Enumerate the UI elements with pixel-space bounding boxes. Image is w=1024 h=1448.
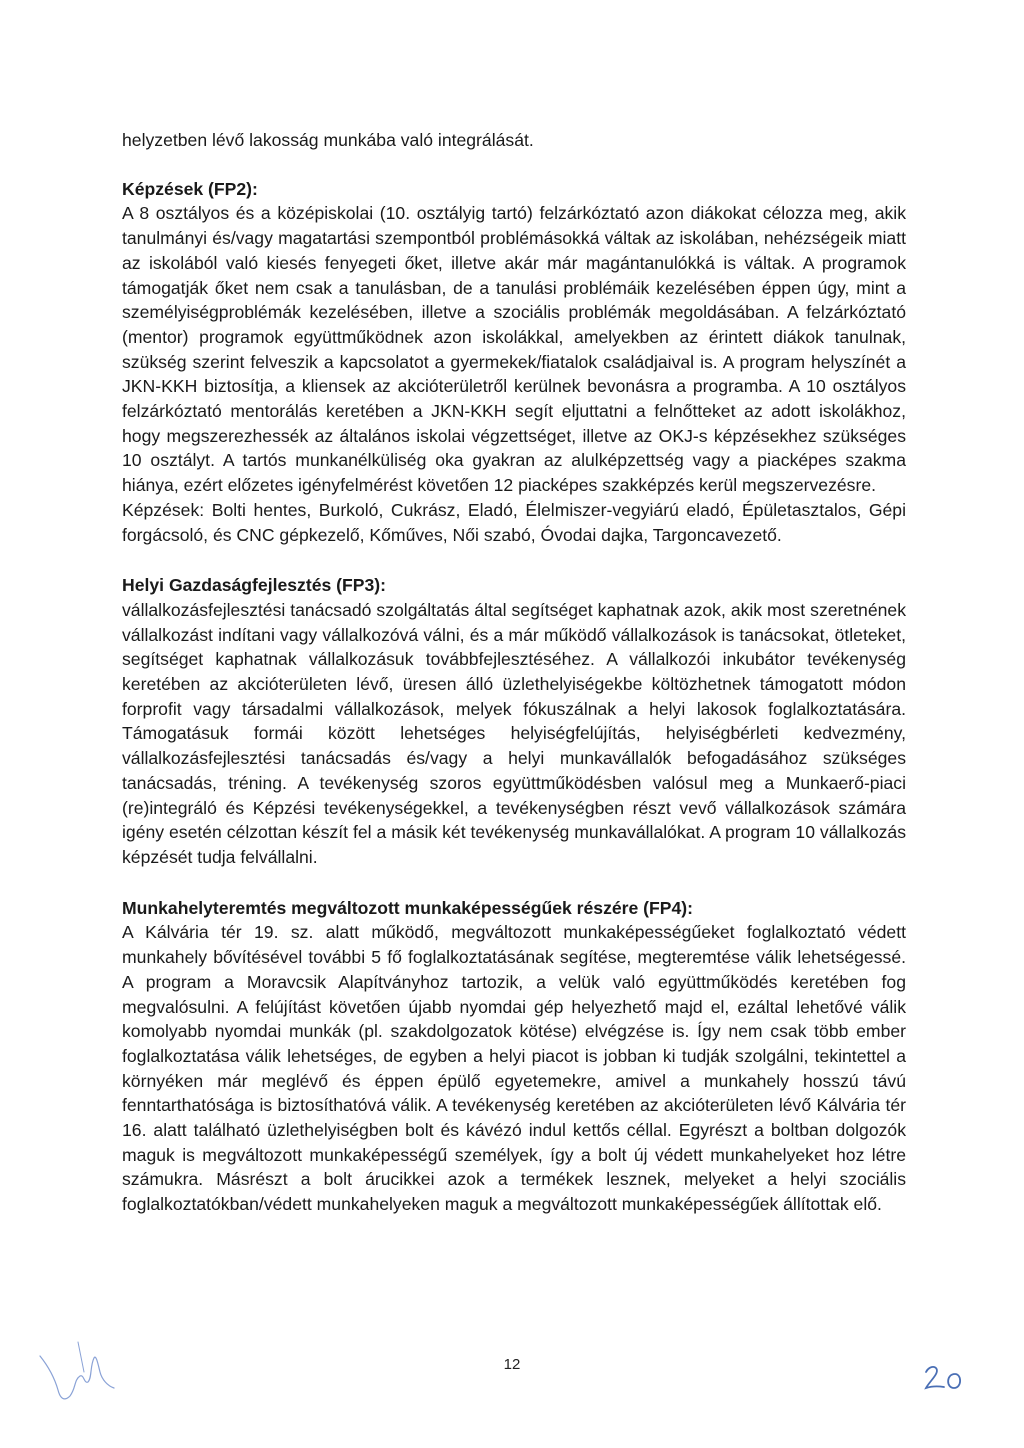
handwritten-signature [34,1336,120,1410]
section-fp3 [122,573,906,869]
intro-line: helyzetben lévő lakosság munkába való integrálását. [122,130,534,150]
section-heading-fp3: Helyi Gazdaságfejlesztés (FP3): [122,575,387,596]
paragraph-fp2-2: Képzések: Bolti hentes, Burkoló, Cukrász, Eladó, Élelmiszer-vegyiárú eladó, Épületasztalos, Gépi forgácsoló, és CNC gépkezelő, Kőműves, Női szabó, Óvodai dajka, Targoncavezető. [122,499,906,545]
section-fp2 [122,177,906,548]
page-number: 12 [503,1356,521,1373]
paragraph-fp2-1: A 8 osztályos és a középiskolai (10. osztályig tartó) felzárkóztató azon diákokat célozza meg, akik tanulmányi és/vagy magatartási szempontból problémásokká váltak az iskolában, nehézségeik miatt az iskolából való kiesés fenyegeti őket, illetve akár már magántanulókká is váltak. A programok támogatják őket nem csak a tanulásban, de a tanulási problémáik kezelésében éppen úgy, mint a személyiségproblémák kezelésében, illetve a szociális problémák megoldásában. A felzárkóztató (mentor) programok együttműködnek azon iskolákkal, amelyekben az érintett diákok tanulnak, szükség szerint felveszik a kapcsolatot a gyermekek/fiatalok családjaival is. A program helyszínét a JKN-KKH biztosítja, a kliensek az akcióterületről kerülnek bevonásra a programba. A 10 osztályos felzárkóztató mentorálás keretében a JKN-KKH segít eljuttatni a felnőtteket az adott iskolákhoz, hogy megszerezhessék az általános iskolai végzettséget, illetve az OKJ-s képzésekhez szükséges 10 osztályt. A tartós munkanélküliség oka gyakran az alulképzettség vagy a piacképes szakma hiánya, ezért előzetes igényfelmérést követően 12 piacképes szakképzés kerül megszervezésre. [122,203,906,496]
document-body [122,128,906,1217]
handwritten-page-number [922,1362,966,1392]
section-fp4 [122,896,906,1217]
paragraph-fp4-1: A Kálvária tér 19. sz. alatt működő, megváltozott munkaképességűeket foglalkoztató védett munkahely bővítésével további 5 fő foglalkoztatásának segítése, megteremtése válik lehetségessé. A program a Moravcsik Alapítványhoz tartozik, a velük való együttműködés keretében fog megvalósulni. A felújítást követően újabb nyomdai gép helyezhető majd el, ezáltal lehetővé válik komolyabb nyomdai munkák (pl. szakdolgozatok kötése) elvégzése is. Így nem csak több ember foglalkoztatása válik lehetséges, de egyben a helyi piacot is jobban ki tudják szolgálni, tekintettel a környéken már meglévő és éppen épülő egyetemekre, amivel a munkahely hosszú távú fenntarthatósága is biztosíthatóvá válik. A tevékenység keretében az akcióterületen lévő Kálvária tér 16. alatt található üzlethelyiségben bolt és kávézó indul kettős céllal. Egyrészt a boltban dolgozók maguk is megváltozott munkaképességű személyek, így a bolt új védett munkahelyeket hoz létre számukra. Másrészt a bolt árucikkei azok a termékek lesznek, melyeket a helyi szociális foglalkoztatókban/védett munkahelyeken maguk a megváltozott munkaképességűek állítottak elő. [122,922,906,1215]
section-heading-fp4: Munkahelyteremtés megváltozott munkaképességűek részére (FP4): [122,897,694,918]
section-heading-fp2: Képzések (FP2): [122,178,258,199]
paragraph-fp3-1: vállalkozásfejlesztési tanácsadó szolgáltatás által segítséget kaphatnak azok, akik most szeretnének vállalkozást indítani vagy vállalkozóvá válni, és a már működő vállalkozások is tanácsokat, ötleteket, segítséget kaphatnak vállalkozásuk továbbfejlesztéséhez. A vállalkozói inkubátor tevékenység keretében az akcióterületen lévő, üresen álló üzlethelyiségekbe költözhetnek támogatott módon forprofit vagy társadalmi vállalkozások, melyek fókuszálnak a helyi lakosok foglalkoztatására. Támogatásuk formái között lehetséges helyiségfelújítás, helyiségbérleti kedvezmény, vállalkozásfejlesztési tanácsadás és/vagy a helyi munkavállalók befogadásához szükséges tanácsadás, tréning. A tevékenység szoros együttműködésben valósul meg a Munkaerő-piaci (re)integráló és Képzési tevékenységekkel, a tevékenységben részt vevő vállalkozások számára igény esetén célzottan készít fel a másik két tevékenység munkavállalókat. A program 10 vállalkozás képzését tudja felvállalni. [122,599,906,867]
